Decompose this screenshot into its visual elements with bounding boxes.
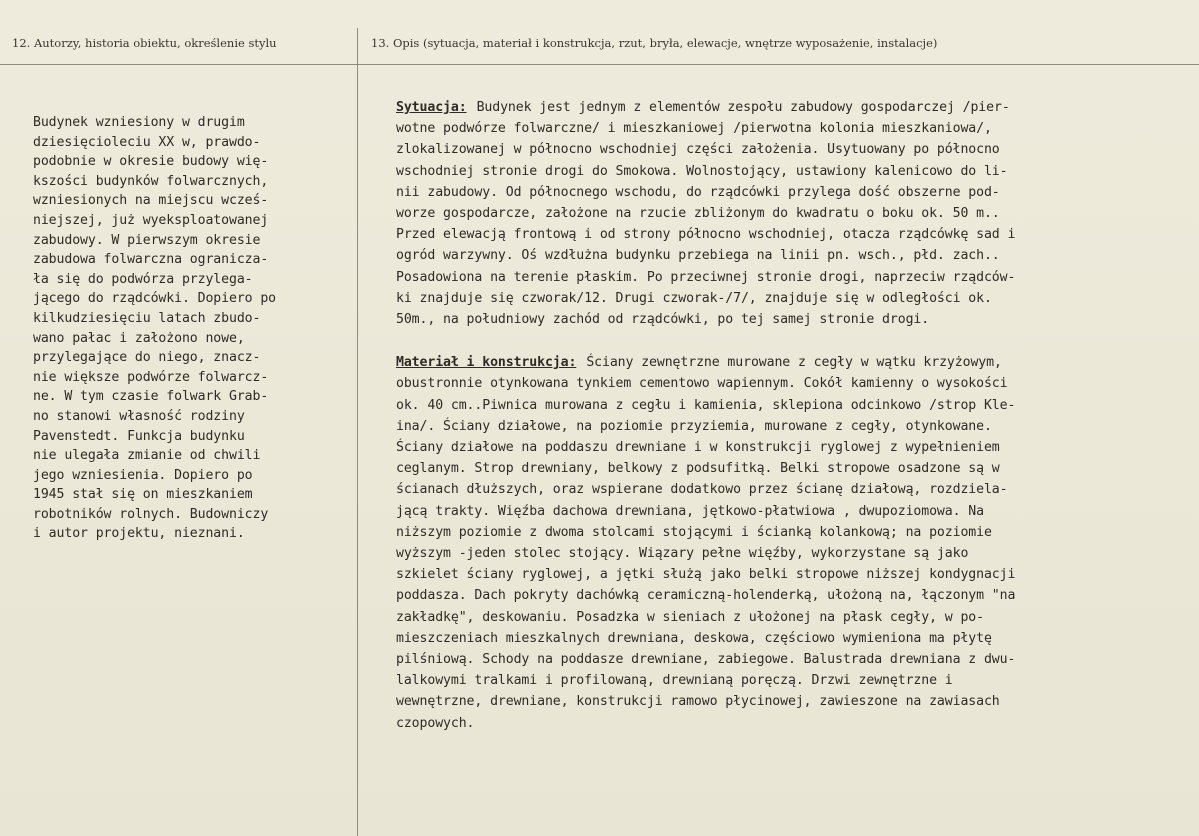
- material-line: [396, 479, 1182, 500]
- section-heading: Sytuacja:: [396, 100, 467, 115]
- material-paragraph: [396, 352, 1182, 734]
- line-text: poddasza. Dach pokryty dachówką ceramiczną-holenderką, ułożoną na, łączonym "na: [396, 588, 1016, 604]
- line-text: Ściany działowe na poddaszu drewniane i w konstrukcji ryglowej z wypełnieniem: [396, 440, 1000, 456]
- history-line: dziesięcioleciu XX w, prawdo-: [33, 134, 261, 150]
- line-text: zakładkę", deskowaniu. Posadzka w sieniach z ułożonej na płask cegły, w po-: [396, 609, 984, 625]
- history-line: Budynek wzniesiony w drugim: [33, 115, 245, 130]
- material-line: [396, 691, 1182, 712]
- history-line: i autor projektu, nieznani.: [33, 526, 245, 542]
- material-line: [396, 352, 1182, 373]
- line-text: zlokalizowanej w północno wschodniej części założenia. Usytuowany po północno: [396, 142, 1000, 158]
- history-line: Pavenstedt. Funkcja budynku: [33, 428, 245, 444]
- line-text: ina/. Ściany działowe, na poziomie przyziemia, murowane z cegły, otynkowane.: [396, 418, 992, 434]
- material-line: [396, 522, 1182, 543]
- history-line: zabudowa folwarczna ogranicza-: [33, 252, 269, 268]
- line-text: niższym poziomie z dwoma stolcami stojącymi i ścianką kolankową; na poziomie: [396, 524, 992, 540]
- history-line: 1945 stał się on mieszkaniem: [33, 487, 253, 503]
- history-line: jącego do rządcówki. Dopiero po: [33, 291, 277, 307]
- sytuacja-line: [396, 118, 1182, 139]
- sytuacja-line: [396, 309, 1182, 330]
- line-text: ceglanym. Strop drewniany, belkowy z podsufitką. Belki stropowe osadzone są w: [396, 461, 1000, 477]
- history-line: no stanowi własność rodziny: [33, 408, 245, 424]
- line-text: ścianach dłuższych, oraz wspierane dodatkowo przez ścianę działową, rozdziela-: [396, 482, 1008, 498]
- line-text: wschodniej stronie drogi do Smokowa. Wolnostojący, ustawiony kalenicowo do li-: [396, 163, 1008, 179]
- line-text: czopowych.: [396, 715, 475, 731]
- line-text: jącą trakty. Więźba dachowa drewniana, jętkowo-płatwiowa , dwupoziomowa. Na: [396, 503, 984, 519]
- line-text: mieszczeniach mieszkalnych drewniana, deskowa, częściowo wymieniona ma płytę: [396, 630, 992, 646]
- history-line: ła się do podwórza przylega-: [33, 271, 253, 287]
- vertical-divider: [357, 28, 358, 836]
- sytuacja-line: [396, 267, 1182, 288]
- history-line: podobnie w okresie budowy wię-: [33, 154, 269, 170]
- sytuacja-line: [396, 97, 1182, 118]
- section-heading: Materiał i konstrukcja:: [396, 355, 577, 371]
- material-line: [396, 395, 1182, 416]
- material-line: [396, 670, 1182, 691]
- section-13-header: 13. Opis (sytuacja, materiał i konstrukcja, rzut, bryła, elewacje, wnętrze wyposażenie, instalacje): [371, 36, 938, 50]
- sytuacja-line: [396, 203, 1182, 224]
- horizontal-divider: [0, 64, 1199, 65]
- line-text: Przed elewacją frontową i od strony północno wschodniej, otacza rządcówkę sad i: [396, 227, 1016, 243]
- sytuacja-line: [396, 161, 1182, 182]
- history-line: kszości budynków folwarcznych,: [33, 173, 269, 189]
- history-line: robotników rolnych. Budowniczy: [33, 506, 269, 522]
- material-line: [396, 437, 1182, 458]
- material-line: [396, 713, 1182, 734]
- line-text: wotne podwórze folwarczne/ i mieszkaniowej /pierwotna kolonia mieszkaniowa/,: [396, 121, 992, 137]
- history-line: zabudowy. W pierwszym okresie: [33, 232, 261, 248]
- history-text: [33, 113, 331, 544]
- history-line: nie ulegała zmianie od chwili: [33, 448, 261, 464]
- material-line: [396, 607, 1182, 628]
- material-line: [396, 628, 1182, 649]
- history-line: niejszej, już wyeksploatowanej: [33, 212, 269, 228]
- material-line: [396, 564, 1182, 585]
- material-line: [396, 373, 1182, 394]
- line-text: nii zabudowy. Od północnego wschodu, do rządcówki przylega dość obszerne pod-: [396, 184, 1000, 200]
- line-text: lalkowymi tralkami i profilowaną, drewnianą poręczą. Drzwi zewnętrzne i: [396, 673, 953, 689]
- history-line: wano pałac i założono nowe,: [33, 330, 245, 346]
- line-text: obustronnie otynkowana tynkiem cementowo wapiennym. Cokół kamienny o wysokości: [396, 376, 1008, 392]
- history-line: wzniesionych na miejscu wcześ-: [33, 193, 269, 209]
- history-line: przylegające do niego, znacz-: [33, 350, 261, 366]
- history-line: nie większe podwórze folwarcz-: [33, 369, 269, 385]
- sytuacja-line: [396, 224, 1182, 245]
- description-text: [396, 97, 1182, 756]
- material-line: [396, 416, 1182, 437]
- material-line: [396, 458, 1182, 479]
- line-text: ok. 40 cm..Piwnica murowana z cegłu i kamienia, sklepiona odcinkowo /strop Kle-: [396, 397, 1016, 413]
- material-line: [396, 585, 1182, 606]
- line-text: Ściany zewnętrzne murowane z cegły w wątku krzyżowym,: [586, 355, 1002, 371]
- material-line: [396, 501, 1182, 522]
- line-text: Budynek jest jednym z elementów zespołu zabudowy gospodarczej /pier-: [476, 100, 1010, 115]
- line-text: wewnętrzne, drewniane, konstrukcji ramowo płycinowej, zawieszone na zawiasach: [396, 694, 1000, 710]
- line-text: 50m., na południowy zachód od rządcówki, po tej samej stronie drogi.: [396, 312, 930, 328]
- line-text: worze gospodarcze, założone na rzucie zbliżonym do kwadratu o boku ok. 50 m..: [396, 206, 1000, 222]
- section-12-header: 12. Autorzy, historia obiektu, określenie stylu: [12, 36, 277, 50]
- history-line: ne. W tym czasie folwark Grab-: [33, 389, 269, 405]
- line-text: ogród warzywny. Oś wzdłużna budynku przebiega na linii pn. wsch., płd. zach..: [396, 248, 1000, 264]
- line-text: pilśniową. Schody na poddasze drewniane, zabiegowe. Balustrada drewniana z dwu-: [396, 652, 1016, 668]
- line-text: wyższym -jeden stolec stojący. Wiązary pełne więźby, wykorzystane są jako: [396, 546, 969, 562]
- history-line: kilkudziesięciu latach zbudo-: [33, 310, 261, 326]
- line-text: Posadowiona na terenie płaskim. Po przeciwnej stronie drogi, naprzeciw rządców-: [396, 269, 1016, 285]
- sytuacja-line: [396, 182, 1182, 203]
- material-line: [396, 649, 1182, 670]
- line-text: szkielet ściany ryglowej, a jętki służą jako belki stropowe niższej kondygnacji: [396, 567, 1016, 583]
- sytuacja-paragraph: [396, 97, 1182, 330]
- sytuacja-line: [396, 245, 1182, 266]
- material-line: [396, 543, 1182, 564]
- sytuacja-line: [396, 139, 1182, 160]
- sytuacja-line: [396, 288, 1182, 309]
- history-line: jego wzniesienia. Dopiero po: [33, 467, 253, 483]
- line-text: ki znajduje się czworak/12. Drugi czworak-/7/, znajduje się w odległości ok.: [396, 290, 992, 306]
